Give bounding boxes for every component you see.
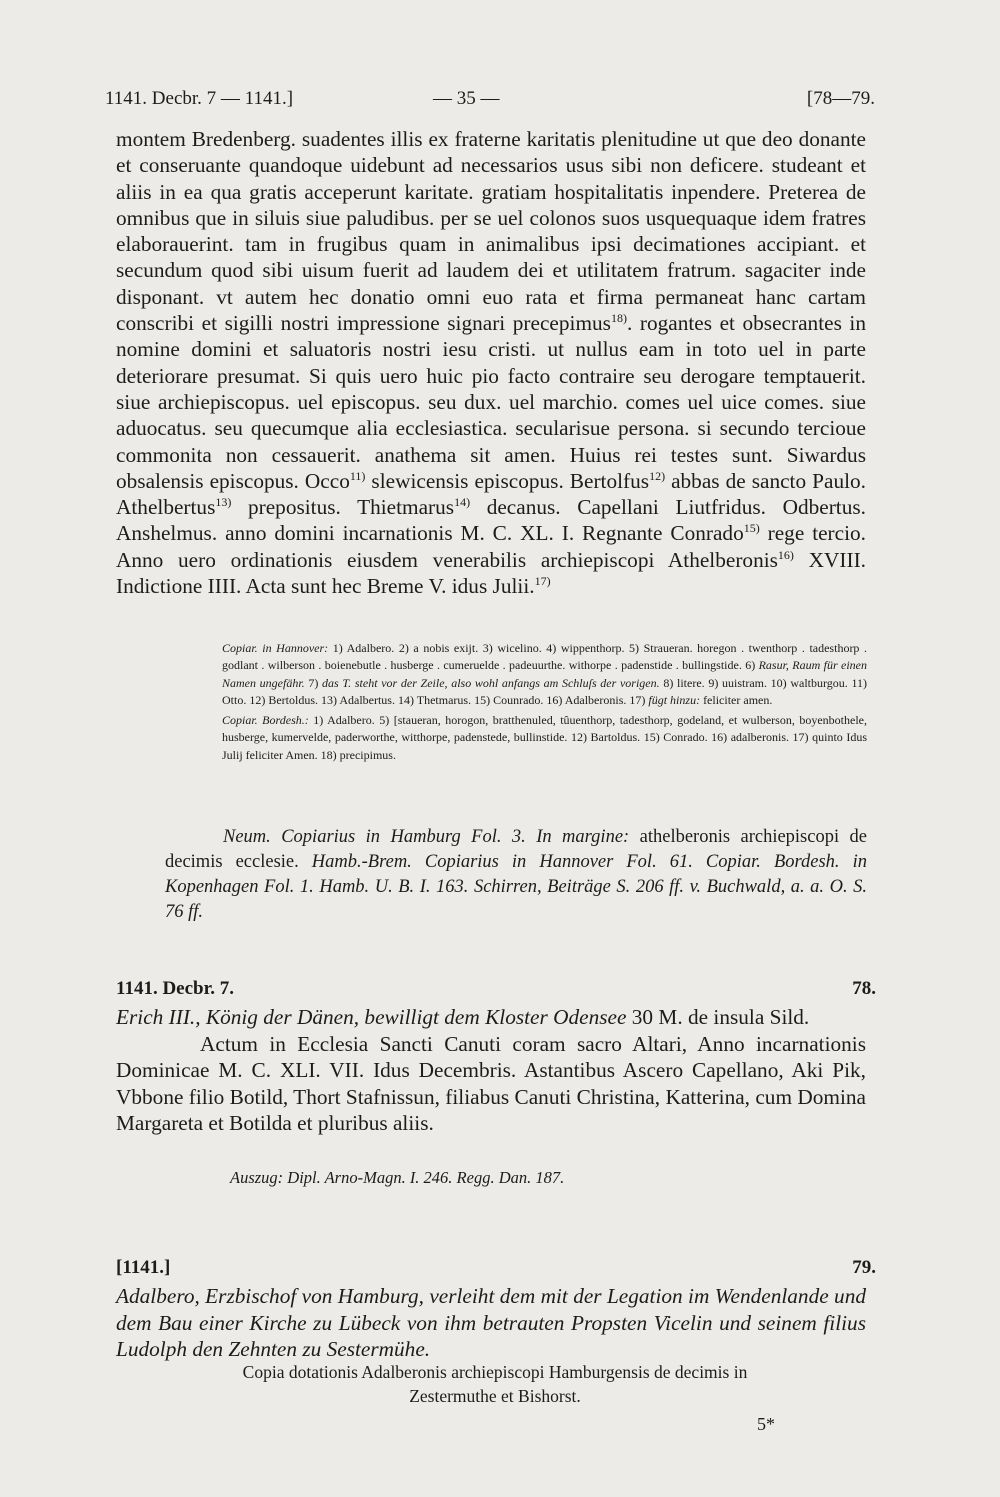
footnote-ref-14: 14): [454, 495, 471, 510]
document-78-date: 1141. Decbr. 7.: [116, 978, 235, 999]
running-head-date: 1141. Decbr. 7 — 1141.]: [105, 88, 294, 109]
footnote-ref-16: 16): [777, 547, 794, 562]
running-head: [105, 88, 875, 112]
running-head-doc-range: [78—79.: [806, 88, 875, 109]
footnote-ref-18: 18): [610, 310, 627, 325]
footnote-ref-12: 12): [649, 468, 666, 483]
signature-mark: 5*: [757, 1414, 775, 1434]
footnote-ref-15: 15): [743, 521, 760, 536]
document-79-number: 79.: [852, 1257, 876, 1278]
document-78-number: 78.: [852, 978, 876, 999]
document-79-title: Adalbero, Erzbischof von Hamburg, verleiht dem mit der Legation im Wendenlande und dem Bau einer Kirche zu Lübeck von ihm betrauten Propsten Vicelin und seinem filius Ludolph den Zehnten zu Sestermühe.: [116, 1284, 866, 1361]
document-78-title: Erich III., König der Dänen, bewilligt dem Kloster Odensee 30 M. de insula Sild.: [116, 1005, 810, 1029]
document-79-date: [1141.]: [116, 1257, 171, 1278]
document-77-paragraph: montem Bredenberg. suadentes illis ex fraterne karitatis plenitudine ut que deo donante et conseruante quandoque uidebunt ad necessarios usus sibi non deficere. studeant et aliis in ea qua gratis acceperunt karitate. gratiam hospitalitatis inpendere. Preterea de omnibus que in siluis siue paludibus. per se uel colonos suos usquequaque idem fratres elaborauerint. tam in frugibus quam in animalibus ipsi decimationes accipiant. et secundum quod sibi uisum fuerit ad laudem dei et utilitatem fratrum. sagaciter inde disponant. vt autem hec donatio omni euo rata et firma permaneat hanc cartam conscribi et sigilli nostri impressione signari precepimus$^{18)}$. rogantes et obsecrantes in nomine domini et saluatoris nostri iesu cristi. ut nullus eam in toto uel in parte deteriorare presumat. Si quis uero huic pio facto contraire seu derogare temptauerit. siue archiepiscopus. uel episcopus. seu dux. uel marchio. comes uel uice comes. siue aduocatus. seu quecumque alia ecclesiastica. secularisue persona. si secundo tercioue commonita non cessauerit. anathema sit amen. Huius rei testes sunt. Siwardus obsalensis episcopus. Occo$^{11)}$ slewicensis episcopus. Bertolfus$^{12)}$ abbas de sancto Paulo. Athelbertus$^{13)}$ prepositus. Thietmarus$^{14)}$ decanus. Capellani Liutfridus. Odbertus. Anshelmus. anno domini incarnationis M. C. XL. I. Regnante Conrado$^{15)}$ rege tercio. Anno uero ordinationis eiusdem venerabilis archiepiscopi Athelberonis$^{16)}$ XVIII. Indictione IIII. Acta sunt hec Breme V. idus Julii.$^{17)}$: [116, 127, 866, 599]
critical-apparatus: [222, 640, 867, 764]
document-78-text: Actum in Ecclesia Sancti Canuti coram sacro Altari, Anno incarnationis Dominicae M. C. XLI. VII. Idus Decembris. Astantibus Ascero Capellano, Aki Pik, Vbbone filio Botild, Thort Stafnissun, filiabus Canuti Christina, Katterina, cum Domina Margareta et Botilda et pluribus aliis.: [116, 1031, 866, 1135]
document-78-source: Auszug: Dipl. Arno-Magn. I. 246. Regg. Dan. 187.: [230, 1168, 565, 1187]
footnote-ref-11: 11): [349, 468, 366, 483]
document-79-header: [116, 1257, 876, 1281]
footnote-ref-13: 13): [215, 495, 232, 510]
document-78-header: [116, 978, 876, 1002]
apparatus-bordesholm: Copiar. Bordesh.: 1) Adalbero. 5) [staueran, horogon, bratthenuled, tûuenthorp, tadesthorp, godeland, et wulberson, boyenbothele, husberge, kumervelde, paderworthe, witthorpe, padenstede, bullinstide. 12) Bartoldus. 15) Conrado. 16) adalberonis. 17) quinto Idus Julij feliciter Amen. 18) precipimus.: [222, 713, 867, 762]
document-79-copia-heading: Copia dotationis Adalberonis archiepiscopi Hamburgensis de decimis in Zestermuthe et Bishorst.: [242, 1362, 748, 1406]
footnote-ref-17: 17): [534, 573, 551, 588]
document-77-sources: Neum. Copiarius in Hamburg Fol. 3. In margine: athelberonis archiepiscopi de decimis ecclesie. Hamb.-Brem. Copiarius in Hannover Fol. 61. Copiar. Bordesh. in Kopenhagen Fol. 1. Hamb. U. B. I. 163. Schirren, Beiträge S. 206 ff. v. Buchwald, a. a. O. S. 76 ff.: [165, 827, 868, 922]
apparatus-hannover: Copiar. in Hannover: 1) Adalbero. 2) a nobis exijt. 3) wicelino. 4) wippenthorp. 5) Straueran. horegon . twenthorp . tadesthorp . godlant . wilberson . boienebutle . husberge . cumeruelde . padeuurthe. withorpe . padenstide . bullingstide. 6) Rasur, Raum für einen Namen ungefähr. 7) das T. steht vor der Zeile, also wohl anfangs am Schluſs der vorigen. 8) litere. 9) uuistram. 10) waltburgou. 11) Otto. 12) Bertoldus. 13) Adalbertus. 14) Thetmarus. 15) Counrado. 16) Adalberonis. 17) fügt hinzu: feliciter amen.: [222, 641, 868, 707]
document-78-body: [116, 1004, 866, 1137]
page-number: — 35 —: [433, 88, 500, 109]
document-77-text: [116, 126, 866, 599]
